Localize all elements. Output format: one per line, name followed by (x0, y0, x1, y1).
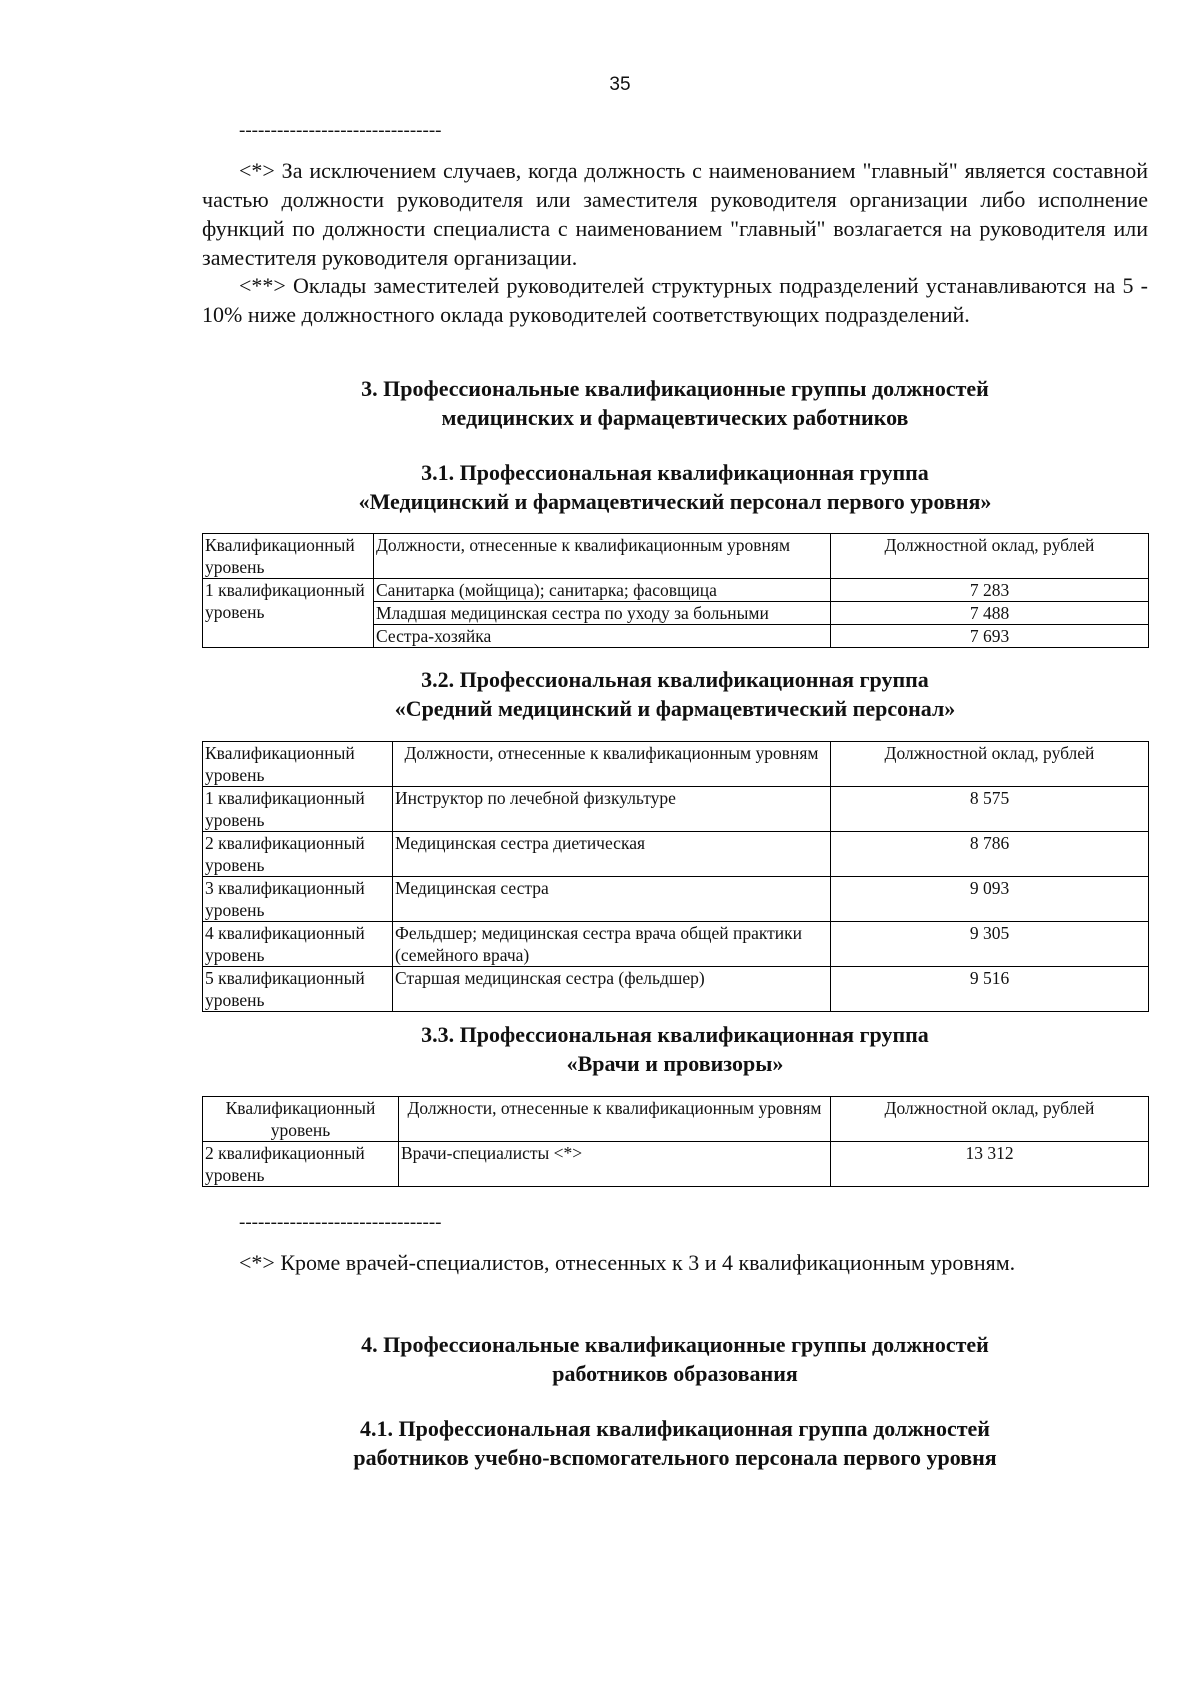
footnote-separator: -------------------------------- (239, 120, 442, 141)
footnote-1-text: <*> За исключением случаев, когда должность с наименованием "главный" является составной частью должности руководителя или заместителя руководителя организации либо исполнение функций по должности специалиста с наименованием "главный" возлагается на руководителя или заместителя руководителя организации. (202, 158, 1148, 270)
section-3-3-title-line2: «Врачи и провизоры» (566, 1051, 784, 1076)
footnote-bottom (202, 1248, 1148, 1277)
table-row (203, 967, 1149, 1012)
level-cell: 3 квалификационный уровень (203, 877, 393, 922)
level-cell: 2 квалификационный уровень (203, 832, 393, 877)
position-cell: Сестра-хозяйка (374, 625, 831, 648)
section-3-3-title (202, 1020, 1148, 1078)
table-row (203, 922, 1149, 967)
section-3-1-title-line2: «Медицинский и фармацевтический персонал первого уровня» (358, 489, 992, 514)
footnote-separator-bottom: -------------------------------- (239, 1212, 442, 1233)
section-4-1-title (202, 1414, 1148, 1472)
section-3-1-title (202, 458, 1148, 516)
table-row (203, 579, 1149, 602)
salary-cell: 7 693 (831, 625, 1149, 648)
header-salary: Должностной оклад, рублей (831, 534, 1149, 579)
table-row (203, 1142, 1149, 1187)
position-cell: Санитарка (мойщица); санитарка; фасовщица (374, 579, 831, 602)
footnote-2-text: <**> Оклады заместителей руководителей структурных подразделений устанавливаются на 5 - 10% ниже должностного оклада руководителей соответствующих подразделений. (202, 273, 1148, 327)
table-row (203, 787, 1149, 832)
section-4-title (202, 1330, 1148, 1388)
salary-cell: 9 093 (831, 877, 1149, 922)
position-cell: Медицинская сестра диетическая (393, 832, 831, 877)
section-3-1-title-line1: 3.1. Профессиональная квалификационная группа (421, 460, 929, 485)
salary-cell: 7 488 (831, 602, 1149, 625)
section-3-2-title-line1: 3.2. Профессиональная квалификационная группа (421, 667, 929, 692)
page-number: 35 (609, 74, 631, 95)
table-row (203, 832, 1149, 877)
position-cell: Врачи-специалисты <*> (399, 1142, 831, 1187)
level-cell: 1 квалификационный уровень (203, 787, 393, 832)
position-cell: Инструктор по лечебной физкультуре (393, 787, 831, 832)
header-level: Квалификационный уровень (203, 1097, 399, 1142)
section-4-title-line1: 4. Профессиональные квалификационные группы должностей (361, 1332, 989, 1357)
section-3-3-title-line1: 3.3. Профессиональная квалификационная группа (421, 1022, 929, 1047)
position-cell: Младшая медицинская сестра по уходу за больными (374, 602, 831, 625)
header-position: Должности, отнесенные к квалификационным уровням (399, 1097, 831, 1142)
section-3-title-line2: медицинских и фармацевтических работников (441, 405, 909, 430)
salary-cell: 13 312 (831, 1142, 1149, 1187)
salary-cell: 8 575 (831, 787, 1149, 832)
header-level: Квалификационный уровень (203, 534, 374, 579)
salary-cell: 8 786 (831, 832, 1149, 877)
footnote-bottom-text: <*> Кроме врачей-специалистов, отнесенных к 3 и 4 квалификационным уровням. (239, 1250, 1016, 1275)
section-4-title-line2: работников образования (552, 1361, 798, 1386)
level-cell: 1 квалификационный уровень (203, 579, 374, 648)
header-salary: Должностной оклад, рублей (831, 1097, 1149, 1142)
table-3-3 (202, 1096, 1149, 1187)
salary-cell: 9 305 (831, 922, 1149, 967)
table-3-1 (202, 533, 1149, 648)
footnote-1 (202, 156, 1148, 272)
header-salary: Должностной оклад, рублей (831, 742, 1149, 787)
position-cell: Старшая медицинская сестра (фельдшер) (393, 967, 831, 1012)
section-3-2-title-line2: «Средний медицинский и фармацевтический персонал» (394, 696, 956, 721)
section-4-1-title-line1: 4.1. Профессиональная квалификационная группа должностей (360, 1416, 990, 1441)
level-cell: 2 квалификационный уровень (203, 1142, 399, 1187)
table-row (203, 877, 1149, 922)
position-cell: Медицинская сестра (393, 877, 831, 922)
table-3-2 (202, 741, 1149, 1012)
level-cell: 4 квалификационный уровень (203, 922, 393, 967)
salary-cell: 7 283 (831, 579, 1149, 602)
footnote-2 (202, 271, 1148, 329)
table-3-2-header (203, 742, 1149, 787)
header-position: Должности, отнесенные к квалификационным уровням (393, 742, 831, 787)
section-3-title-line1: 3. Профессиональные квалификационные группы должностей (361, 376, 989, 401)
table-3-1-header (203, 534, 1149, 579)
section-3-2-title (202, 665, 1148, 723)
header-level: Квалификационный уровень (203, 742, 393, 787)
table-3-3-header (203, 1097, 1149, 1142)
position-cell: Фельдшер; медицинская сестра врача общей практики (семейного врача) (393, 922, 831, 967)
section-3-title (202, 374, 1148, 432)
level-cell: 5 квалификационный уровень (203, 967, 393, 1012)
salary-cell: 9 516 (831, 967, 1149, 1012)
section-4-1-title-line2: работников учебно-вспомогательного персонала первого уровня (353, 1445, 997, 1470)
header-position: Должности, отнесенные к квалификационным уровням (374, 534, 831, 579)
